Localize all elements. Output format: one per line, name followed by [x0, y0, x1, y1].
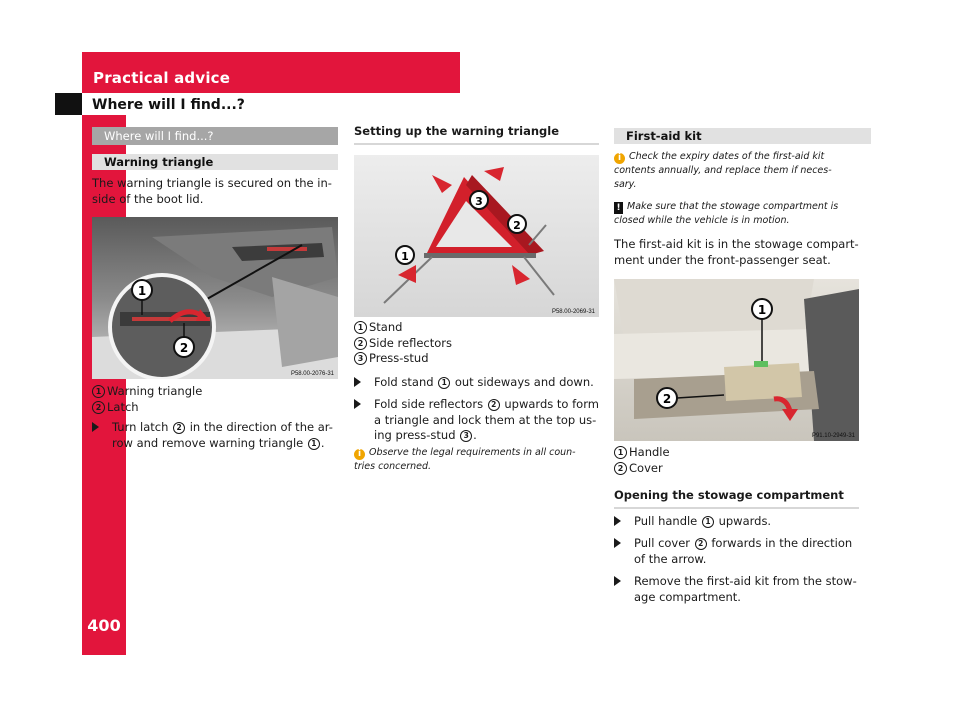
heading-setting-up: Setting up the warning triangle	[354, 124, 559, 138]
step-pull-handle: Pull handle 1 upwards.	[614, 514, 884, 530]
header-marker	[55, 93, 82, 115]
legend-item: 1 Warning triangle	[92, 384, 202, 400]
info-icon: i	[614, 153, 625, 164]
svg-text:2: 2	[179, 341, 189, 355]
section-title: Practical advice	[93, 69, 231, 87]
svg-text:1: 1	[757, 303, 767, 317]
svg-text:2: 2	[513, 219, 521, 232]
step-turn-latch: Turn latch 2 in the direction of the ar- row and remove warning triangle 1 .	[92, 420, 362, 451]
subsection-title: Where will I find...?	[92, 97, 245, 113]
legend-item: 2 Cover	[614, 461, 670, 477]
heading-rule	[354, 143, 599, 145]
svg-text:1: 1	[137, 284, 147, 298]
subsection-bar-warning-triangle: Warning triangle	[92, 154, 338, 170]
seat-stowage-image	[614, 279, 859, 441]
bullet-icon	[354, 399, 361, 409]
image-code: P91.10-2949-31	[811, 433, 855, 439]
bullet-icon	[92, 422, 99, 432]
step-fold-reflectors: Fold side reflectors 2 upwards to form a triangle and lock them at the top us- ing press-stud 3 .	[354, 397, 624, 444]
heading-opening-stowage: Opening the stowage compartment	[614, 488, 844, 502]
intro-text: The warning triangle is secured on the in- side of the boot lid.	[92, 176, 332, 206]
info-icon: i	[354, 449, 365, 460]
warning-note: ! Make sure that the stowage compartment is closed while the vehicle is in motion.	[614, 201, 839, 226]
section-bar-first-aid: First-aid kit	[614, 128, 871, 144]
heading-rule	[614, 507, 859, 509]
step-remove-kit: Remove the first-aid kit from the stow- age compartment.	[614, 574, 884, 605]
legend-item: 2 Side reflectors	[354, 336, 452, 352]
legend-item: 2 Latch	[92, 400, 202, 416]
svg-text:1: 1	[401, 250, 409, 263]
image-code: P58.00-2069-31	[551, 309, 595, 315]
step-fold-stand: Fold stand 1 out sideways and down.	[354, 375, 624, 391]
step-pull-cover: Pull cover 2 forwards in the direction of the arrow.	[614, 536, 884, 567]
bullet-icon	[614, 576, 621, 586]
section-bar-where: Where will I find...?	[92, 127, 338, 145]
bullet-icon	[614, 516, 621, 526]
image-code: P58.00-2076-31	[290, 371, 334, 377]
legend-list	[92, 384, 202, 415]
page-number: 400	[87, 616, 121, 635]
boot-lid-image	[92, 217, 338, 379]
legend-item: 1 Handle	[614, 445, 670, 461]
bullet-icon	[354, 377, 361, 387]
legend-item: 3 Press-stud	[354, 351, 452, 367]
warning-icon: !	[614, 202, 623, 214]
info-note: i Check the expiry dates of the first-aid kit contents annually, and replace them if neces- sary.	[614, 151, 832, 190]
svg-text:3: 3	[475, 195, 483, 208]
warning-triangle-image	[354, 155, 599, 317]
svg-text:2: 2	[662, 392, 672, 406]
info-note: i Observe the legal requirements in all coun- tries concerned.	[354, 447, 576, 472]
legend-list	[614, 445, 670, 476]
legend-item: 1 Stand	[354, 320, 452, 336]
location-text: The first-aid kit is in the stowage compart- ment under the front-passenger seat.	[614, 237, 859, 267]
legend-list	[354, 320, 452, 367]
bullet-icon	[614, 538, 621, 548]
